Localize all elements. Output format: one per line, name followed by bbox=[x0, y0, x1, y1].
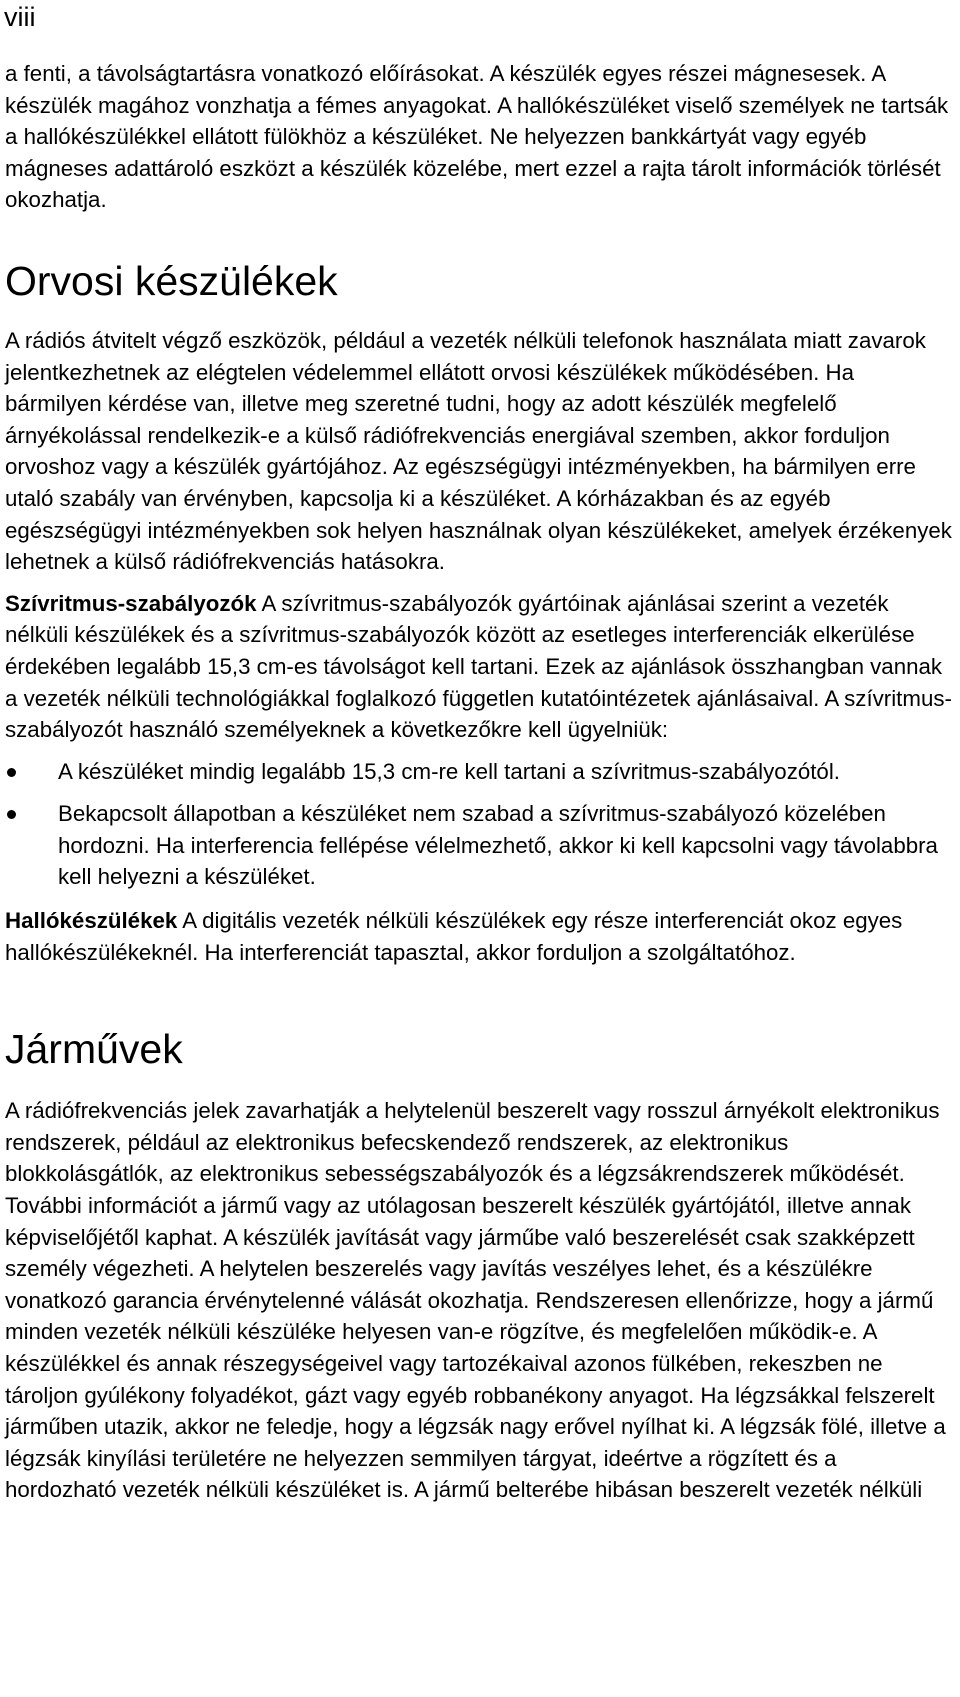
medical-devices-paragraph: A rádiós átvitelt végző eszközök, például a vezeték nélküli telefonok használata miatt zavarok jelentkezhetnek az elégtelen védelemmel ellátott orvosi készülékek működésében. Ha bármilyen kérdése van, illetve meg szeretné tudni, hogy az adott készülék megfelelő árnyékolással rendelkezik-e a külső rádiófrekvenciás energiával szemben, akkor forduljon orvoshoz vagy a készülék gyártójához. Az egészségügyi intézményekben, ha bármilyen erre utaló szabály van érvényben, kapcsolja ki a készüléket. A kórházakban és az egyéb egészségügyi intézményekben sok helyen használnak olyan készülékeket, amelyek érzékenyek lehetnek a külső rádiófrekvenciás hatásokra. bbox=[5, 327, 952, 575]
section-heading-vehicles: Járművek bbox=[5, 1026, 183, 1073]
section-heading-medical-devices: Orvosi készülékek bbox=[5, 257, 338, 304]
hearing-aids-text: A digitális vezeték nélküli készülékek egy része interferenciát okoz egyes hallókészülékeknél. Ha interferenciát tapasztal, akkor forduljon a szolgáltatóhoz. bbox=[5, 908, 903, 965]
list-item-text: A készüléket mindig legalább 15,3 cm-re kell tartani a szívritmus-szabályozótól. bbox=[58, 758, 840, 784]
intro-paragraph: a fenti, a távolságtartásra vonatkozó előírásokat. A készülék egyes részei mágnesesek. A készülék magához vonzhatja a fémes anyagokat. A hallókészüléket viselő személyek ne tartsák a hallókészülékkel ellátott fülökhöz a készüléket. Ne helyezzen bankkártyát vagy egyéb mágneses adattároló eszközt a készülék közelébe, mert ezzel a rajta tárolt információk törlését okozhatja. bbox=[5, 61, 949, 213]
pacemaker-label: Szívritmus-szabályozók bbox=[5, 590, 257, 616]
list-item bbox=[5, 756, 953, 788]
bullet-icon bbox=[7, 810, 16, 819]
pacemaker-paragraph bbox=[5, 588, 953, 746]
pacemaker-text: A szívritmus-szabályozók gyártóinak ajánlásai szerint a vezeték nélküli készülékek és a szívritmus-szabályozók között az esetleges interferenciák elkerülése érdekében legalább 15,3 cm-es távolságot kell tartani. Ezek az ajánlások összhangban vannak a vezeték nélküli technológiákkal foglalkozó független kutatóintézetek ajánlásaival. A szívritmus-szabályozót használó személyeknek a következőkre kell ügyelniük: bbox=[5, 590, 952, 743]
list-item-text: Bekapcsolt állapotban a készüléket nem szabad a szívritmus-szabályozó közelében hordozni. Ha interferencia fellépése vélelmezhető, akkor ki kell kapcsolni vagy távolabbra kell helyezni a készüléket. bbox=[58, 801, 938, 890]
bullet-icon bbox=[7, 768, 16, 777]
vehicles-paragraph: A rádiófrekvenciás jelek zavarhatják a helytelenül beszerelt vagy rosszul árnyékolt elektronikus rendszerek, például az elektronikus befecskendező rendszerek, az elektronikus blokkolásgátlók, az elektronikus sebességszabályozók és a légzsákrendszerek működését. További információt a jármű vagy az utólagosan beszerelt készülék gyártójától, illetve annak képviselőjétől kaphat. A készülék javítását vagy járműbe való beszerelését csak szakképzett személy végezheti. A helytelen beszerelés vagy javítás veszélyes lehet, és a készülékre vonatkozó garancia érvénytelenné válását okozhatja. Rendszeresen ellenőrizze, hogy a jármű minden vezeték nélküli készüléke helyesen van-e rögzítve, és megfelelően működik-e. A készülékkel és annak részegységeivel vagy tartozékaival azonos fülkében, rekeszben ne tároljon gyúlékony folyadékot, gázt vagy egyéb robbanékony anyagot. Ha légzsákkal felszerelt járműben utazik, akkor ne feledje, hogy a légzsák nagy erővel nyílhat ki. A légzsák fölé, illetve a légzsák kinyílási területére ne helyezzen semmilyen tárgyat, ideértve a rögzített és a hordozható vezeték nélküli készüléket is. A jármű belterébe hibásan beszerelt vezeték nélküli bbox=[5, 1098, 946, 1503]
pacemaker-guidelines-list bbox=[5, 756, 953, 893]
page-number: viii bbox=[4, 2, 36, 32]
hearing-aids-label: Hallókészülékek bbox=[5, 908, 178, 934]
list-item bbox=[5, 798, 953, 893]
hearing-aids-paragraph bbox=[5, 905, 953, 968]
page-content bbox=[5, 58, 953, 1506]
